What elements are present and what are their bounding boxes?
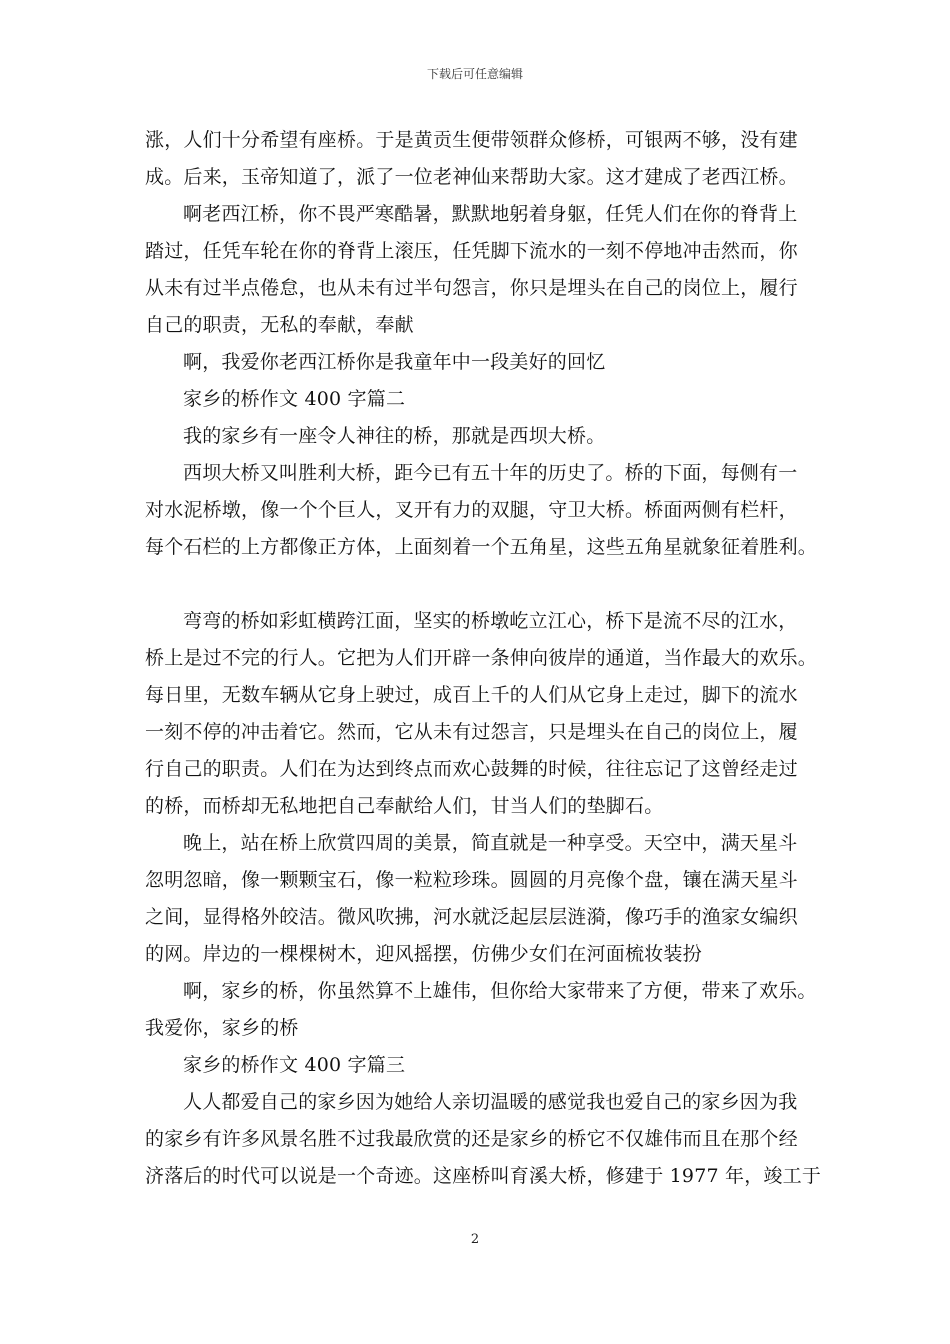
text-line: 我的家乡有一座令人神往的桥，那就是西坝大桥。 (183, 425, 606, 447)
text-line: 家乡的桥作文 400 字篇二 (183, 388, 406, 410)
document-body (145, 122, 822, 1195)
page-header: 下载后可任意编辑 (426, 67, 523, 81)
text-line: 对水泥桥墩，像一个个巨人，叉开有力的双腿，守卫大桥。桥面两侧有栏杆， (145, 499, 798, 521)
text-line: 自己的职责，无私的奉献，奉献 (145, 314, 414, 336)
text-line: 啊老西江桥，你不畏严寒酷暑，默默地躬着身躯，任凭人们在你的脊背上 (183, 203, 798, 225)
text-line: 我爱你，家乡的桥 (145, 1017, 299, 1039)
text-line: 的网。岸边的一棵棵树木，迎风摇摆，仿佛少女们在河面梳妆装扮 (145, 943, 702, 965)
text-line: 一刻不停的冲击着它。然而，它从未有过怨言，只是埋头在自己的岗位上，履 (145, 721, 798, 743)
text-line: 家乡的桥作文 400 字篇三 (183, 1054, 406, 1076)
page-number: 2 (470, 1232, 480, 1247)
text-line: 啊，我爱你老西江桥你是我童年中一段美好的回忆 (183, 351, 606, 373)
text-line: 成。后来，玉帝知道了，派了一位老神仙来帮助大家。这才建成了老西江桥。 (145, 166, 798, 188)
text-line: 人人都爱自己的家乡因为她给人亲切温暖的感觉我也爱自己的家乡因为我 (183, 1091, 798, 1113)
text-line: 每日里，无数车辆从它身上驶过，成百上千的人们从它身上走过，脚下的流水 (145, 684, 798, 706)
text-line: 的桥，而桥却无私地把自己奉献给人们，甘当人们的垫脚石。 (145, 795, 664, 817)
text-line: 的家乡有许多风景名胜不过我最欣赏的还是家乡的桥它不仅雄伟而且在那个经 (145, 1128, 798, 1150)
text-line: 涨，人们十分希望有座桥。于是黄贡生便带领群众修桥，可银两不够，没有建 (145, 129, 798, 151)
text-line: 行自己的职责。人们在为达到终点而欢心鼓舞的时候，往往忘记了这曾经走过 (145, 758, 798, 780)
text-line: 啊，家乡的桥，你虽然算不上雄伟，但你给大家带来了方便，带来了欢乐。 (183, 980, 817, 1002)
text-line: 忽明忽暗，像一颗颗宝石，像一粒粒珍珠。圆圆的月亮像个盘，镶在满天星斗 (145, 869, 798, 891)
text-line: 弯弯的桥如彩虹横跨江面，坚实的桥墩屹立江心，桥下是流不尽的江水， (183, 610, 798, 632)
blank-line (145, 566, 810, 603)
text-line: 西坝大桥又叫胜利大桥，距今已有五十年的历史了。桥的下面，每侧有一 (183, 462, 798, 484)
text-line: 每个石栏的上方都像正方体，上面刻着一个五角星，这些五角星就象征着胜利。 (145, 536, 818, 558)
text-line: 晚上，站在桥上欣赏四周的美景，简直就是一种享受。天空中，满天星斗 (183, 832, 798, 854)
text-line: 济落后的时代可以说是一个奇迹。这座桥叫育溪大桥，修建于 1977 年，竣工于 (145, 1165, 822, 1187)
text-line: 桥上是过不完的行人。它把为人们开辟一条伸向彼岸的通道，当作最大的欢乐。 (145, 647, 818, 669)
text-line: 从未有过半点倦怠，也从未有过半句怨言，你只是埋头在自己的岗位上，履行 (145, 277, 798, 299)
text-line: 之间，显得格外皎洁。微风吹拂，河水就泛起层层涟漪，像巧手的渔家女编织 (145, 906, 798, 928)
text-line: 踏过，任凭车轮在你的脊背上滚压，任凭脚下流水的一刻不停地冲击然而，你 (145, 240, 798, 262)
